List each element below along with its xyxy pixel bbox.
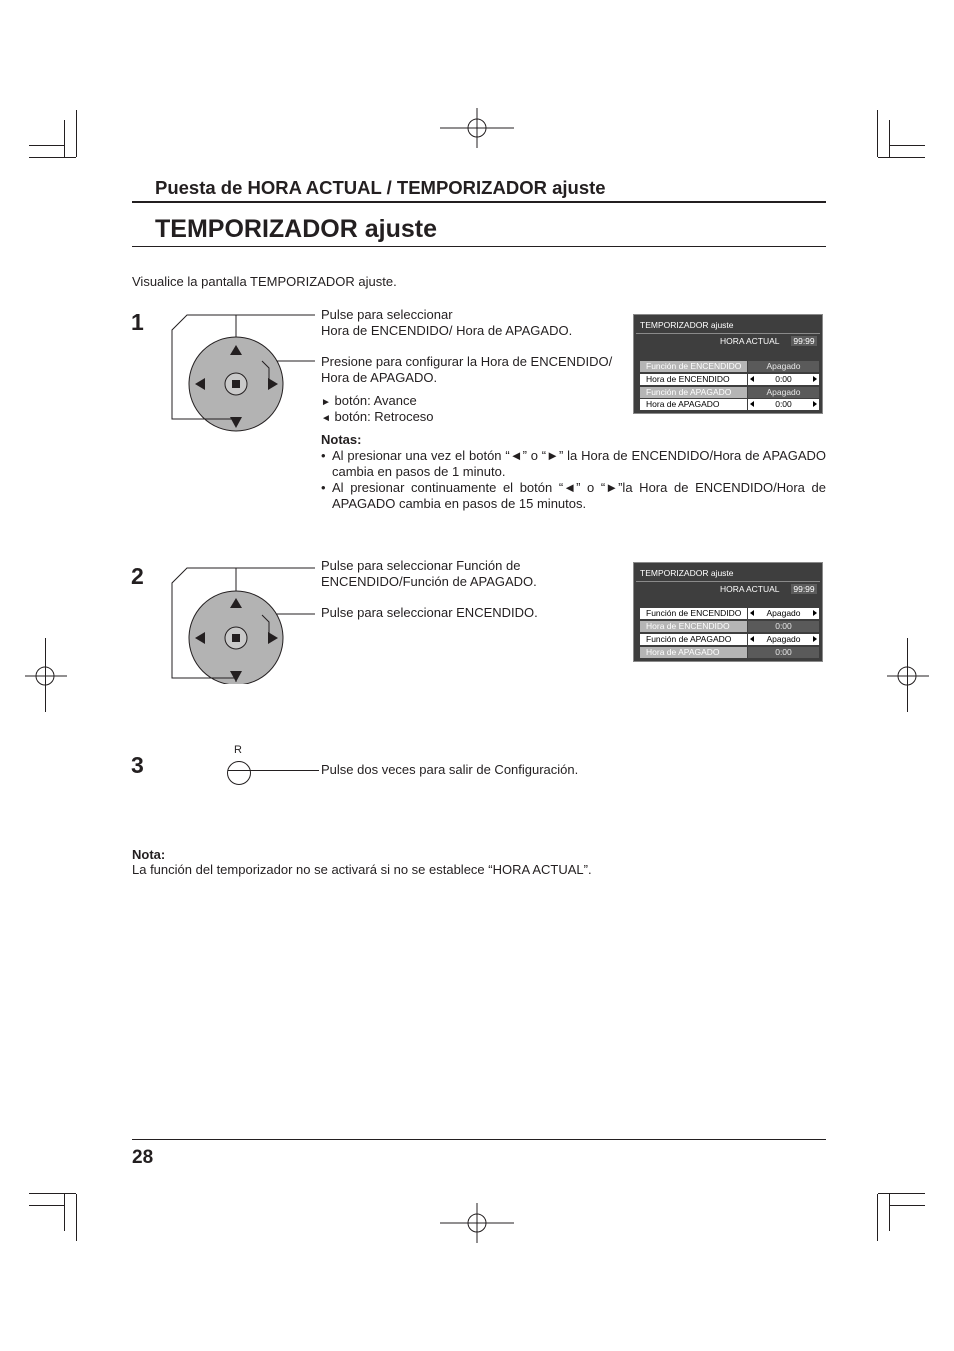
step-1-number: 1: [131, 309, 144, 335]
back-label: botón: Retroceso: [334, 409, 434, 424]
page-number: 28: [132, 1147, 154, 1168]
osd-divider: [636, 333, 820, 334]
osd-row-label: Hora de ENCENDIDO: [640, 621, 747, 632]
osd-row-value-box: [748, 399, 819, 410]
left-arrow-icon: [750, 610, 754, 616]
osd-row: [640, 634, 819, 645]
osd-clock-label: HORA ACTUAL: [720, 336, 780, 346]
osd-row-value: 0:00: [748, 647, 819, 658]
timer-osd-menu-2: [633, 562, 823, 662]
intro-text: Visualice la pantalla TEMPORIZADOR ajuste.: [132, 274, 397, 289]
step-1-select-line2: Hora de ENCENDIDO/ Hora de APAGADO.: [321, 323, 573, 338]
step-3-text: Pulse dos veces para salir de Configuración.: [321, 762, 579, 777]
osd-row-value: Apagado: [748, 387, 819, 398]
page-title-rule: [132, 246, 826, 247]
back-legend: [321, 409, 434, 427]
osd-row-value-box: [748, 608, 819, 619]
note-item: • Al presionar una vez el botón “◄” o “►” la Hora de ENCENDIDO/Hora de APAGADO cambia en pasos de 1 minuto.: [321, 448, 826, 480]
osd-row-label: Hora de APAGADO: [640, 647, 747, 658]
right-arrow-icon: [813, 610, 817, 616]
osd-row-label: Función de ENCENDIDO: [640, 608, 747, 619]
osd-row: [640, 621, 819, 632]
osd-row: [640, 608, 819, 619]
osd-row-label: Función de APAGADO: [640, 634, 747, 645]
osd-row-label: Función de APAGADO: [640, 387, 747, 398]
timer-osd-menu-1: [633, 314, 823, 414]
step-1-select-line1: Pulse para seleccionar: [321, 307, 453, 322]
osd-row-value: 0:00: [775, 399, 792, 409]
page-title: TEMPORIZADOR ajuste: [155, 215, 437, 243]
osd-clock-value: 99:99: [791, 584, 817, 594]
osd-row: [640, 374, 819, 385]
osd-row-value-box: [748, 634, 819, 645]
osd-title: TEMPORIZADOR ajuste: [640, 568, 734, 578]
osd-clock-value: 99:99: [791, 336, 817, 346]
footer-note-heading: Nota:: [132, 847, 166, 862]
advance-label: botón: Avance: [334, 393, 417, 408]
right-arrow-icon: [813, 636, 817, 642]
remote-direction-pad-icon: [170, 310, 320, 432]
osd-row-value: 0:00: [775, 374, 792, 384]
osd-row-value: Apagado: [766, 608, 801, 618]
step-2-number: 2: [131, 563, 144, 589]
osd-divider: [636, 581, 820, 582]
step-1-notes: [321, 432, 826, 512]
osd-row: [640, 647, 819, 658]
step-1-set-line1: Presione para configurar la Hora de ENCENDIDO/: [321, 354, 613, 369]
step-3-number: 3: [131, 752, 144, 778]
return-button-label: R: [234, 744, 242, 756]
osd-title: TEMPORIZADOR ajuste: [640, 320, 734, 330]
osd-row-label: Hora de ENCENDIDO: [640, 374, 747, 385]
osd-row-value: Apagado: [766, 634, 801, 644]
footer-note-text: La función del temporizador no se activará si no se establece “HORA ACTUAL”.: [132, 862, 592, 877]
section-title: Puesta de HORA ACTUAL / TEMPORIZADOR ajuste: [155, 177, 606, 198]
osd-row: [640, 399, 819, 410]
left-arrow-icon: [750, 401, 754, 407]
step-2-select-line2: ENCENDIDO/Función de APAGADO.: [321, 574, 537, 589]
right-arrow-icon: [813, 376, 817, 382]
right-arrow-icon: [813, 401, 817, 407]
osd-row: [640, 387, 819, 398]
note-item: • Al presionar continuamente el botón “◄” o “►”la Hora de ENCENDIDO/Hora de APAGADO cambia en pasos de 15 minutos.: [321, 480, 826, 512]
step-2-on-text: Pulse para seleccionar ENCENDIDO.: [321, 605, 538, 620]
left-arrow-icon: [750, 376, 754, 382]
osd-clock-label: HORA ACTUAL: [720, 584, 780, 594]
osd-row-value-box: [748, 374, 819, 385]
remote-direction-pad-icon: [170, 562, 320, 684]
step-1-set-line2: Hora de APAGADO.: [321, 370, 438, 385]
section-title-rule: [132, 201, 826, 203]
step-2-select-line1: Pulse para seleccionar Función de: [321, 558, 521, 573]
osd-row-value: Apagado: [748, 361, 819, 372]
left-arrow-icon: [750, 636, 754, 642]
osd-row-label: Función de ENCENDIDO: [640, 361, 747, 372]
osd-row: [640, 361, 819, 372]
osd-row-label: Hora de APAGADO: [640, 399, 747, 410]
footer-rule: [132, 1139, 826, 1140]
notes-heading: Notas:: [321, 432, 362, 447]
left-arrow-icon: ◄: [321, 413, 331, 424]
osd-row-value: 0:00: [748, 621, 819, 632]
right-arrow-icon: ►: [321, 397, 331, 408]
return-button-icon: [224, 758, 320, 788]
